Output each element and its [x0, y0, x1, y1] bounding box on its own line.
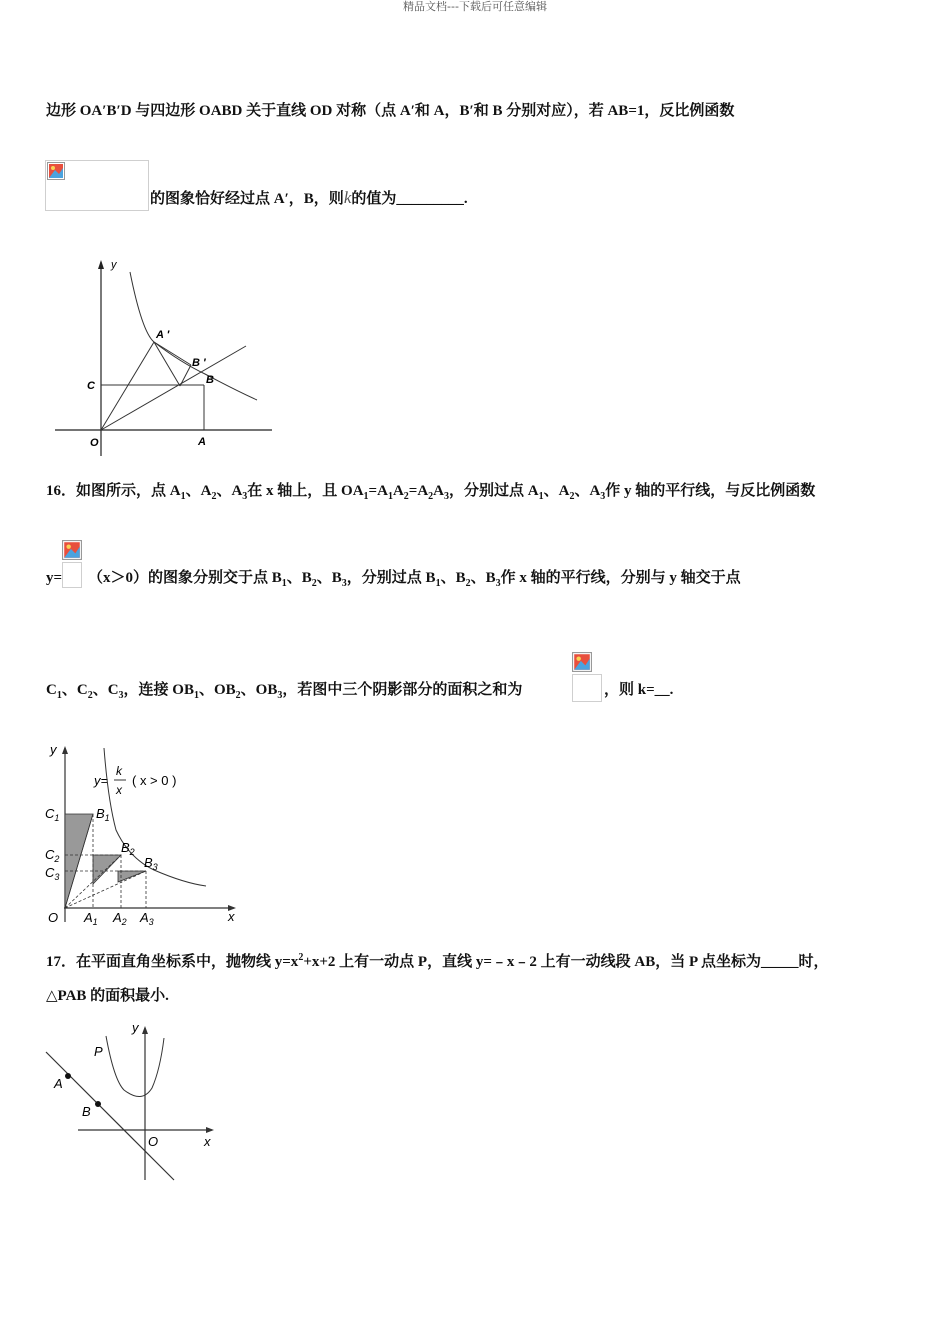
page-header: 精品文档---下载后可任意编辑	[403, 0, 547, 13]
label-c3: $C_3$	[45, 865, 60, 882]
eq-condition: ( x > 0 )	[132, 773, 177, 788]
q17-text-line2: △PAB 的面积最小.	[46, 988, 169, 1004]
label-c1: $C_1$	[45, 806, 60, 823]
q15-formula-image	[45, 160, 149, 211]
eq-denominator-x: x	[116, 783, 122, 797]
label-a: A	[54, 1076, 63, 1091]
y-axis-arrow-icon	[62, 746, 68, 754]
hyperbola-curve	[130, 272, 257, 400]
label-x: x	[204, 1134, 211, 1149]
line-y-eq-neg-x-minus-2	[46, 1052, 174, 1180]
label-y: y	[111, 259, 117, 271]
eq-y: y=	[94, 773, 109, 788]
label-x: x	[228, 909, 235, 924]
label-b-prime: B ′	[192, 357, 206, 369]
label-a-prime: A ′	[156, 329, 170, 341]
shaded-triangle-3	[118, 871, 146, 882]
q15-text-line1: 边形 OA′B′D 与四边形 OABD 关于直线 OD 对称（点 A′和 A，B′和 B 分别对应），若 AB=1，反比例函数	[46, 103, 735, 119]
label-p: P	[94, 1044, 103, 1059]
label-a: A	[198, 436, 206, 448]
label-c2: $C_2$	[45, 847, 60, 864]
broken-image-icon	[62, 540, 82, 560]
point-a	[65, 1073, 71, 1079]
label-a1: $A_1$	[84, 910, 98, 927]
label-y: y	[50, 742, 57, 757]
eq-numerator-k: k	[116, 764, 122, 778]
label-b: B	[82, 1104, 91, 1119]
q16-area-formula-image	[572, 652, 602, 702]
q16-text-line3-end: ，则 k=__.	[604, 682, 674, 698]
q16-text-line1: 16．如图所示，点 $A_1$、$A_2$、$A_3$在 x 轴上，且 $OA_1=A_1A_2=A_2A_3$，分别过点 $A_1$、$A_2$、$A_3$作 y 轴的平行线，与反比例函数	[46, 483, 816, 502]
label-b2: $B_2$	[121, 840, 135, 857]
segment-a-prime-b-prime	[154, 342, 191, 365]
q16-text-line2: y=	[46, 570, 63, 586]
segment-oa-prime	[101, 342, 154, 430]
q17-text-line1: 17．在平面直角坐标系中，抛物线 $y=x^2+x+2$ 上有一动点 P，直线 y=﹣x﹣2 上有一动线段 AB，当 P 点坐标为_____时，	[46, 952, 829, 970]
segment-b-prime-d	[180, 365, 191, 386]
y-axis-arrow-icon	[142, 1026, 148, 1034]
label-a2: $A_2$	[113, 910, 127, 927]
label-o: O	[90, 437, 99, 449]
q15-text-line2: 的图象恰好经过点 A′，B，则k的值为_________.	[150, 188, 468, 207]
broken-image-icon	[47, 162, 65, 180]
label-b1: $B_1$	[96, 806, 110, 823]
label-c: C	[87, 380, 95, 392]
parabola-curve	[106, 1036, 164, 1097]
q16-figure	[44, 740, 244, 930]
segment-a-prime-d	[154, 342, 180, 386]
q16-formula-image	[62, 540, 84, 590]
label-y: y	[132, 1020, 139, 1035]
q17-figure	[44, 1018, 224, 1184]
q15-figure	[50, 252, 280, 458]
label-o: O	[48, 910, 59, 925]
segment-ob3	[65, 871, 146, 908]
point-b	[95, 1101, 101, 1107]
q16-text-line3: $C_1$、$C_2$、$C_3$，连接 $OB_1$、$OB_2$、$OB_3$，若图中三个阴影部分的面积之和为	[46, 682, 523, 701]
label-b3: $B_3$	[144, 855, 158, 872]
y-axis-arrow-icon	[98, 260, 104, 269]
k-variable: k	[343, 188, 352, 207]
label-a3: $A_3$	[140, 910, 154, 927]
broken-image-icon	[572, 652, 592, 672]
label-o: O	[148, 1134, 159, 1149]
line-od	[101, 346, 246, 430]
x-axis-arrow-icon	[206, 1127, 214, 1133]
label-b: B	[206, 374, 214, 386]
q16-text-line2-rest: （x＞0）的图象分别交于点 $B_1$、$B_2$、$B_3$，分别过点 $B_1$、$B_2$、$B_3$作 x 轴的平行线，分别与 y 轴交于点	[88, 570, 741, 589]
